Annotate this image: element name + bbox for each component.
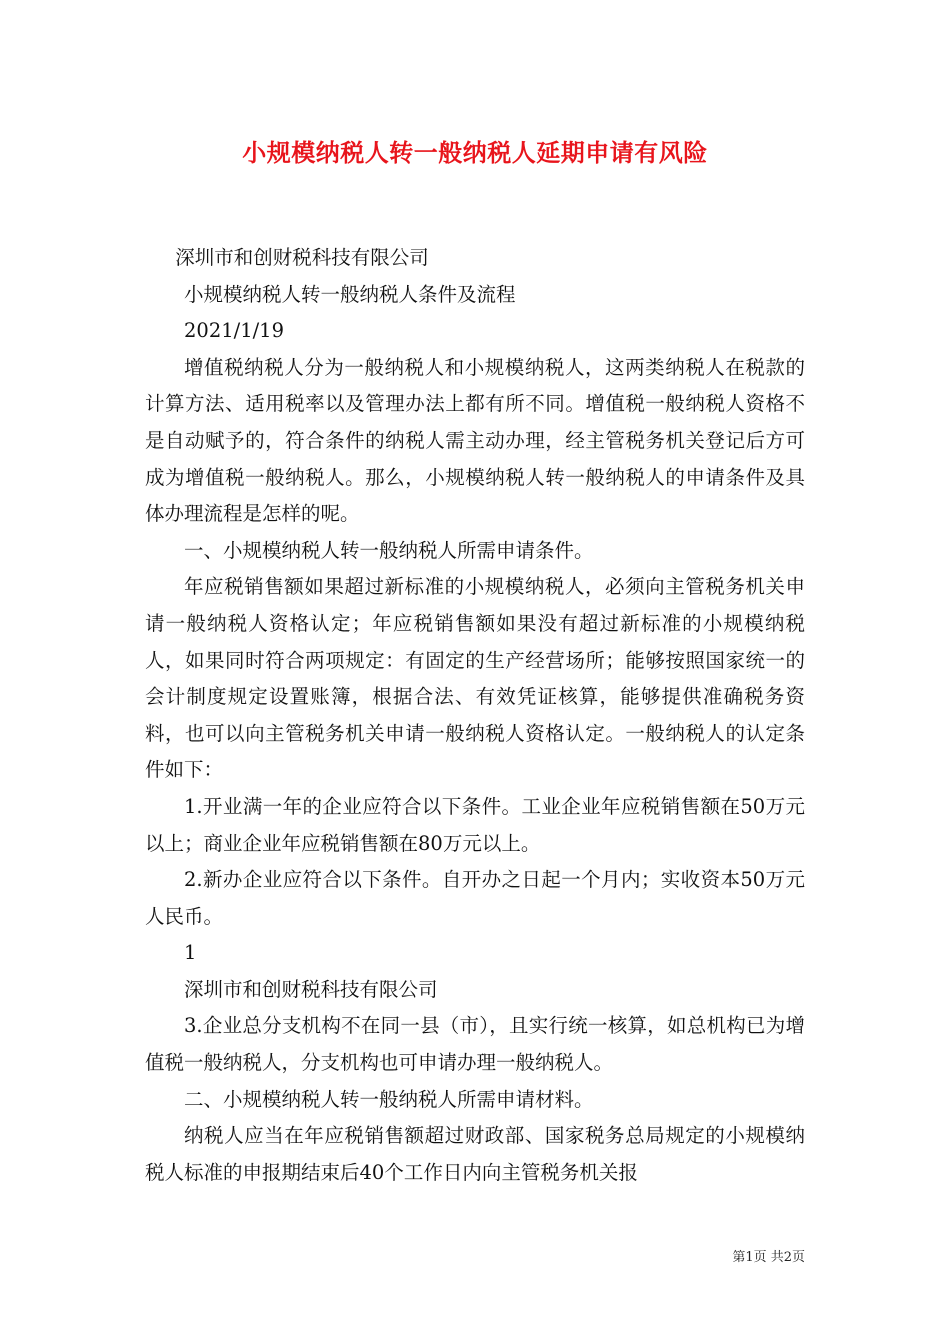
paragraph-conditions: 年应税销售额如果超过新标准的小规模纳税人，必须向主管税务机关申请一般纳税人资格认定；年应税销售额如果没有超过新标准的小规模纳税人，如果同时符合两项规定：有固定的生产经营场所；能够按照国家统一的会计制度规定设置账簿，根据合法、有效凭证核算，能够提供准确税务资料，也可以向主管税务机关申请一般纳税人资格认定。一般纳税人的认定条件如下： [145, 575, 805, 782]
paragraph-materials: 纳税人应当在年应税销售额超过财政部、国家税务总局规定的小规模纳税人标准的申报期结束后40个工作日内向主管税务机关报 [145, 1124, 805, 1184]
document-body [145, 240, 805, 1191]
condition-item-1: 1.开业满一年的企业应符合以下条件。工业企业年应税销售额在50万元以上；商业企业年应税销售额在80万元以上。 [145, 794, 805, 855]
company-name-repeat: 深圳市和创财税科技有限公司 [184, 977, 438, 1001]
subtitle: 小规模纳税人转一般纳税人条件及流程 [184, 282, 516, 306]
date: 2021/1/19 [184, 319, 284, 343]
page-indicator: 第1页 共2页 [732, 1250, 805, 1265]
document-title: 小规模纳税人转一般纳税人延期申请有风险 [242, 138, 708, 167]
section-heading-conditions: 一、小规模纳税人转一般纳税人所需申请条件。 [184, 538, 594, 562]
company-name: 深圳市和创财税科技有限公司 [175, 246, 429, 269]
page-number-marker: 1 [184, 941, 197, 965]
paragraph-intro: 增值税纳税人分为一般纳税人和小规模纳税人，这两类纳税人在税款的计算方法、适用税率以及管理办法上都有所不同。增值税一般纳税人资格不是自动赋予的，符合条件的纳税人需主动办理，经主管税务机关登记后方可成为增值税一般纳税人。那么，小规模纳税人转一般纳税人的申请条件及具体办理流程是怎样的呢。 [145, 355, 805, 526]
section-heading-materials: 二、小规模纳税人转一般纳税人所需申请材料。 [184, 1087, 594, 1111]
condition-item-3: 3.企业总分支机构不在同一县（市），且实行统一核算，如总机构已为增值税一般纳税人，分支机构也可申请办理一般纳税人。 [145, 1014, 805, 1075]
condition-item-2: 2.新办企业应符合以下条件。自开办之日起一个月内；实收资本50万元人民币。 [145, 868, 805, 928]
